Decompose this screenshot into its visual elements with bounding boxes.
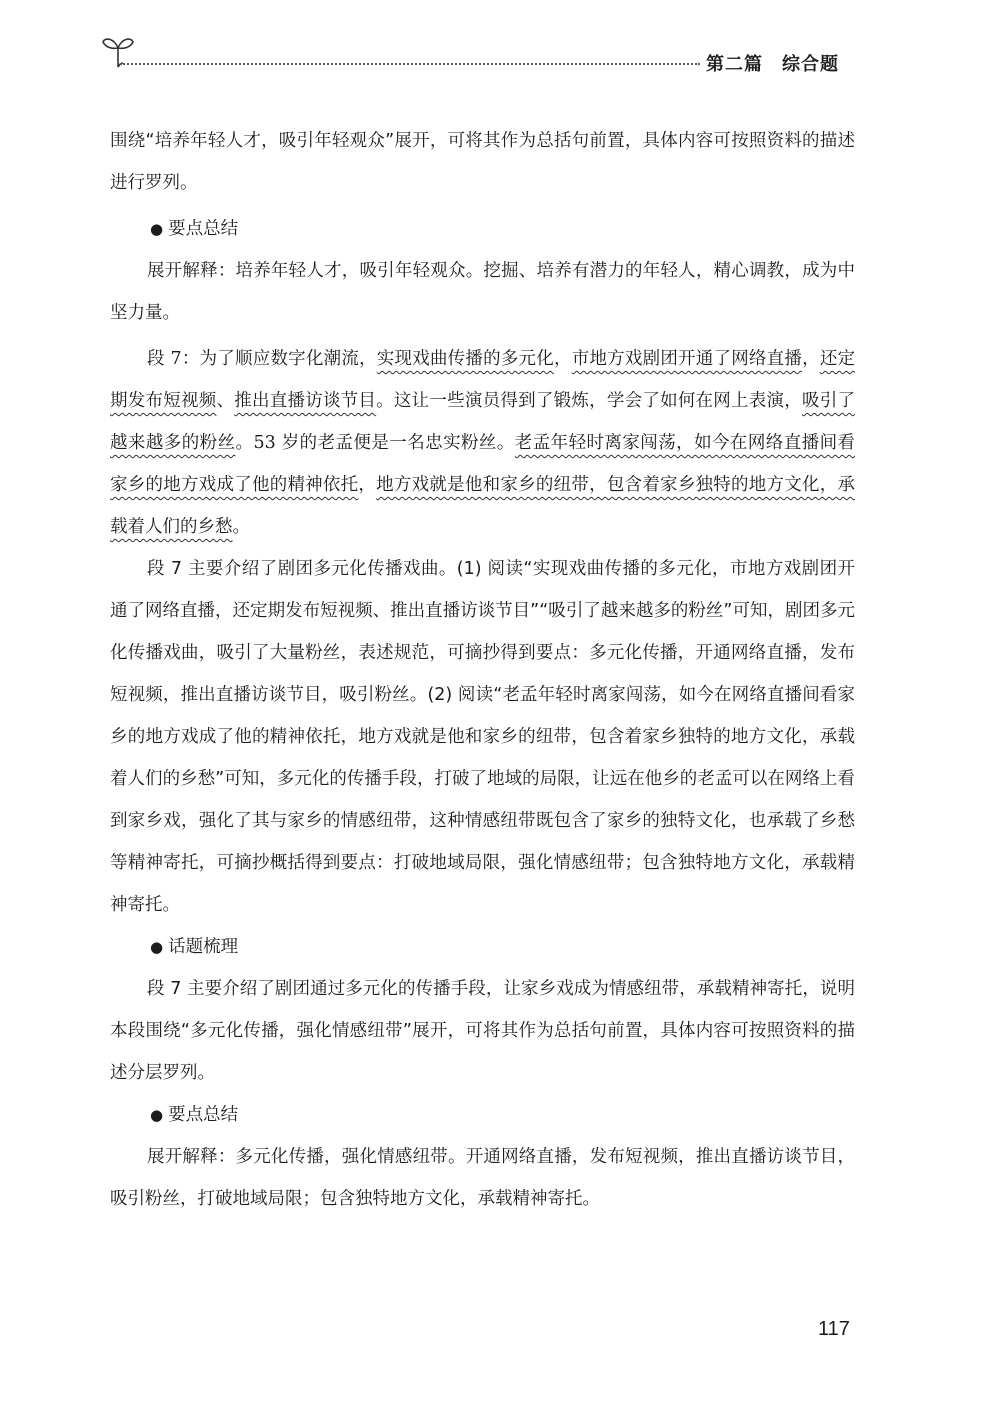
source-text: ， [358,475,377,495]
source-text: 。 [232,517,250,537]
underlined-phrase: 地方戏就是他和家乡的纽带，包含着家乡独特的地方文化，承载着人们的乡愁 [110,475,856,537]
header-rule [120,63,700,65]
page-body [110,120,855,1220]
underlined-phrase: 实现戏曲传播的多元化 [376,349,554,369]
paragraph-4: 段 7 主要介绍了剧团多元化传播戏曲。(1) 阅读“实现戏曲传播的多元化，市地方戏剧团开通了网络直播，还定期发布短视频、推出直播访谈节目”“吸引了越来越多的粉丝”可知，剧团多元化传播戏曲，吸引了大量粉丝，表述规范，可摘抄得到要点：多元化传播，开通网络直播，发布短视频，推出直播访谈节目，吸引粉丝。(2) 阅读“老孟年轻时离家闯荡，如今在网络直播间看家乡的地方戏成了他的精神依托，地方戏就是他和家乡的纽带，包含着家乡独特的地方文化，承载着人们的乡愁”可知，多元化的传播手段，打破了地域的局限，让远在他乡的老孟可以在网络上看到家乡戏，强化了其与家乡的情感纽带，这种情感纽带既包含了家乡的独特文化，也承载了乡愁等精神寄托，可摘抄概括得到要点：打破地域局限，强化情感纽带；包含独特地方文化，承载精神寄托。 [110,559,855,915]
section-title: 第二篇 综合题 [706,54,839,75]
bullet-dot-icon: ● [150,938,164,956]
paragraph-2: 展开解释：培养年轻人才，吸引年轻观众。挖掘、培养有潜力的年轻人，精心调教，成为中坚力量。 [110,261,855,323]
paragraph-1: 围绕“培养年轻人才，吸引年轻观众”展开，可将其作为总括句前置，具体内容可按照资料的描述进行罗列。 [110,131,855,193]
page-header [0,0,1000,90]
underlined-phrase: 吸引了越来越多的粉丝 [110,391,856,453]
bullet-heading-2-text: 话题梳理 [168,937,239,957]
underlined-phrase: 还定期发布短视频 [110,349,856,411]
source-text: ， [802,349,820,369]
bullet-heading-1 [110,208,855,250]
bullet-dot-icon: ● [150,220,164,238]
paragraph-5: 段 7 主要介绍了剧团通过多元化的传播手段，让家乡戏成为情感纽带，承载精神寄托，说明本段围绕“多元化传播，强化情感纽带”展开，可将其作为总括句前置，具体内容可按照资料的描述分层罗列。 [110,979,855,1083]
source-text: 段 7：为了顺应数字化潮流， [147,349,377,369]
page-number: 117 [818,1318,850,1340]
bullet-heading-1-text: 要点总结 [168,219,239,239]
underlined-phrase: 市地方戏剧团开通了网络直播 [571,349,803,369]
source-text: 、 [216,391,235,411]
underlined-phrase: 老孟年轻时离家闯荡，如今在网络直播间看家乡的地方戏成了他的精神依托 [110,433,856,495]
bullet-dot-icon: ● [150,1106,164,1124]
source-text: 。这让一些演员得到了锻炼，学会了如何在网上表演， [376,391,803,411]
source-paragraph-7 [110,338,855,548]
bullet-heading-2 [110,926,855,968]
underlined-phrase: 推出直播访谈节目 [234,391,377,411]
bullet-heading-3 [110,1094,855,1136]
bullet-heading-3-text: 要点总结 [168,1105,239,1125]
paragraph-6: 展开解释：多元化传播，强化情感纽带。开通网络直播，发布短视频，推出直播访谈节目，吸引粉丝，打破地域局限；包含独特地方文化，承载精神寄托。 [110,1147,855,1209]
source-text: ， [553,349,572,369]
source-text: 。53 岁的老孟便是一名忠实粉丝。 [235,433,515,453]
